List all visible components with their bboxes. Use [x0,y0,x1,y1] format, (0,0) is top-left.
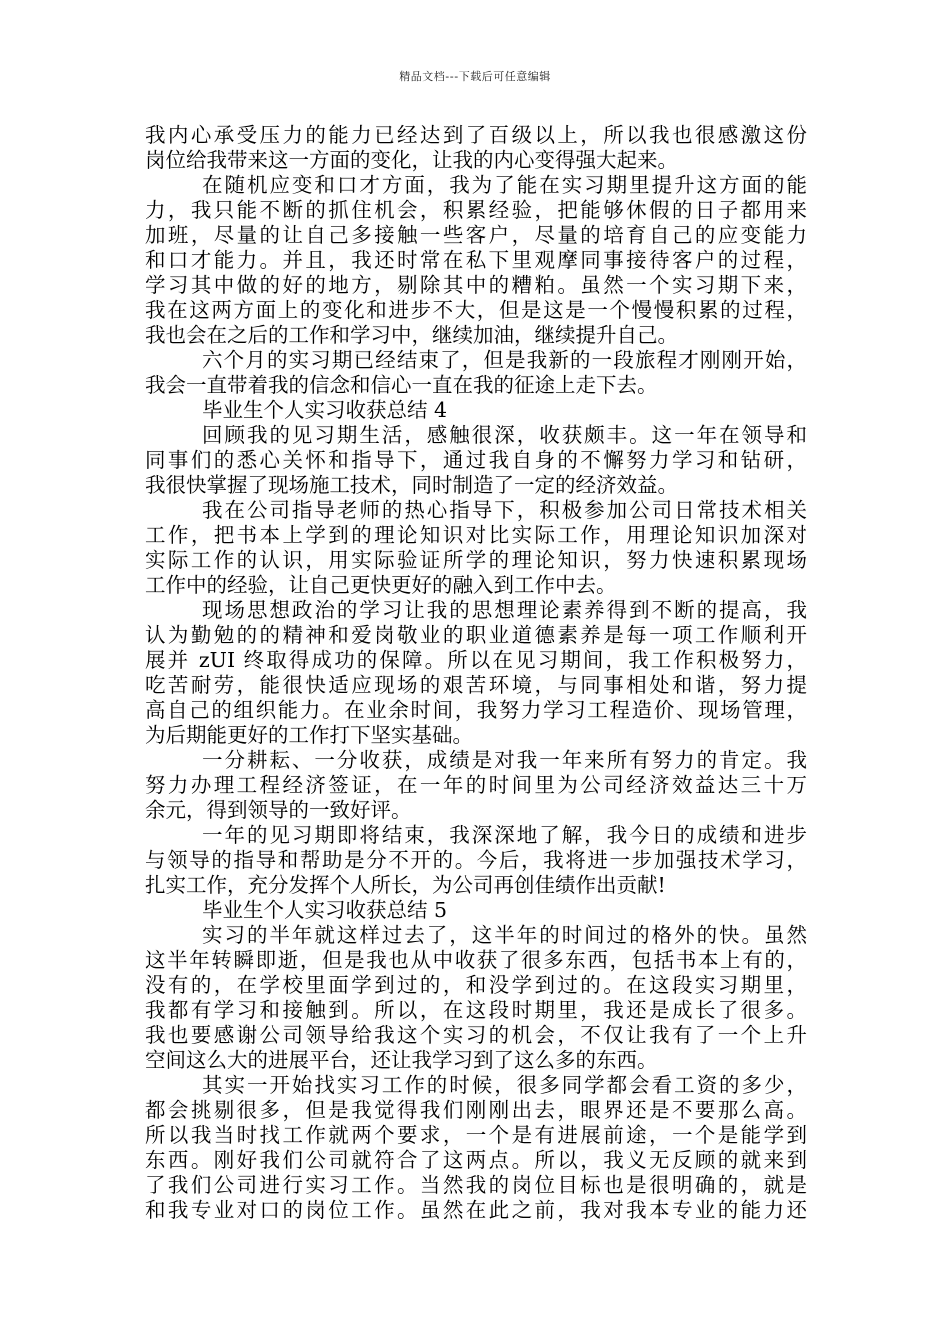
text-line: 回顾我的见习期生活，感触很深，收获颇丰。这一年在领导和 [202,423,807,447]
text-line: 力，我只能不断的抓住机会，积累经验，把能够休假的日子都用来 [145,198,807,222]
text-line: 毕业生个人实习收获总结 5 [202,898,448,922]
text-line: 为后期能更好的工作打下坚实基础。 [145,723,473,747]
text-line: 我都有学习和接触到。所以，在这段时期里，我还是成长了很多。 [145,998,807,1022]
text-line: 和口才能力。并且，我还时常在私下里观摩同事接待客户的过程， [145,248,807,272]
text-line: 六个月的实习期已经结束了，但是我新的一段旅程才刚刚开始， [202,348,807,372]
text-line: 空间这么大的进展平台，还让我学习到了这么多的东西。 [145,1048,658,1072]
text-line: 都会挑剔很多，但是我觉得我们刚刚出去，眼界还是不要那么高。 [145,1098,807,1122]
text-line: 一年的见习期即将结束，我深深地了解，我今日的成绩和进步 [202,823,807,847]
text-line: 我在公司指导老师的热心指导下，积极参加公司日常技术相关 [202,498,807,522]
text-line: 扎实工作，充分发挥个人所长，为公司再创佳绩作出贡献! [145,873,666,897]
text-line: 我也要感谢公司领导给我这个实习的机会，不仅让我有了一个上升 [145,1023,807,1047]
text-line: 吃苦耐劳，能很快适应现场的艰苦环境，与同事相处和谐，努力提 [145,673,807,697]
text-line: 一分耕耘、一分收获，成绩是对我一年来所有努力的肯定。我 [202,748,807,772]
text-line: 实习的半年就这样过去了，这半年的时间过的格外的快。虽然 [202,923,807,947]
text-line: 所以我当时找工作就两个要求，一个是有进展前途，一个是能学到 [145,1123,807,1147]
text-line: 加班，尽量的让自己多接触一些客户，尽量的培育自己的应变能力 [145,223,807,247]
text-line: 和我专业对口的岗位工作。虽然在此之前，我对我本专业的能力还 [145,1198,807,1222]
text-line: 实际工作的认识，用实际验证所学的理论知识，努力快速积累现场 [145,548,807,572]
text-line: 了我们公司进行实习工作。当然我的岗位目标也是很明确的，就是 [145,1173,807,1197]
text-line: 毕业生个人实习收获总结 4 [202,398,448,422]
text-line: 岗位给我带来这一方面的变化，让我的内心变得强大起来。 [145,148,678,172]
text-line: 我在这两方面上的变化和进步不大，但是这是一个慢慢积累的过程， [145,298,807,322]
text-line: 工作中的经验，让自己更快更好的融入到工作中去。 [145,573,617,597]
text-line: 东西。刚好我们公司就符合了这两点。所以，我义无反顾的就来到 [145,1148,807,1172]
document-body [145,123,807,1223]
page-header: 精品文档---下载后可任意编辑 [399,70,551,83]
text-line: 其实一开始找实习工作的时候，很多同学都会看工资的多少， [202,1073,807,1097]
text-line: 余元，得到领导的一致好评。 [145,798,412,822]
text-line: 我很快掌握了现场施工技术，同时制造了一定的经济效益。 [145,473,678,497]
text-line: 认为勤勉的的精神和爱岗敬业的职业道德素养是每一项工作顺利开 [145,623,807,647]
text-line: 没有的，在学校里面学到过的，和没学到过的。在这段实习期里， [145,973,807,997]
text-line: 现场思想政治的学习让我的思想理论素养得到不断的提高，我 [202,598,807,622]
text-line: 努力办理工程经济签证，在一年的时间里为公司经济效益达三十万 [145,773,807,797]
text-line: 展并 zUI 终取得成功的保障。所以在见习期间，我工作积极努力， [145,648,807,672]
text-line: 学习其中做的好的地方，剔除其中的糟粕。虽然一个实习期下来， [145,273,807,297]
text-line: 工作，把书本上学到的理论知识对比实际工作，用理论知识加深对 [145,523,807,547]
text-line: 同事们的悉心关怀和指导下，通过我自身的不懈努力学习和钻研， [145,448,807,472]
text-line: 与领导的指导和帮助是分不开的。今后，我将进一步加强技术学习， [145,848,807,872]
text-line: 我会一直带着我的信念和信心一直在我的征途上走下去。 [145,373,658,397]
text-line: 在随机应变和口才方面，我为了能在实习期里提升这方面的能 [202,173,807,197]
text-line: 我也会在之后的工作和学习中，继续加油，继续提升自己。 [145,323,678,347]
text-line: 我内心承受压力的能力已经达到了百级以上，所以我也很感激这份 [145,123,807,147]
text-line: 高自己的组织能力。在业余时间，我努力学习工程造价、现场管理， [145,698,807,722]
text-line: 这半年转瞬即逝，但是我也从中收获了很多东西，包括书本上有的， [145,948,807,972]
